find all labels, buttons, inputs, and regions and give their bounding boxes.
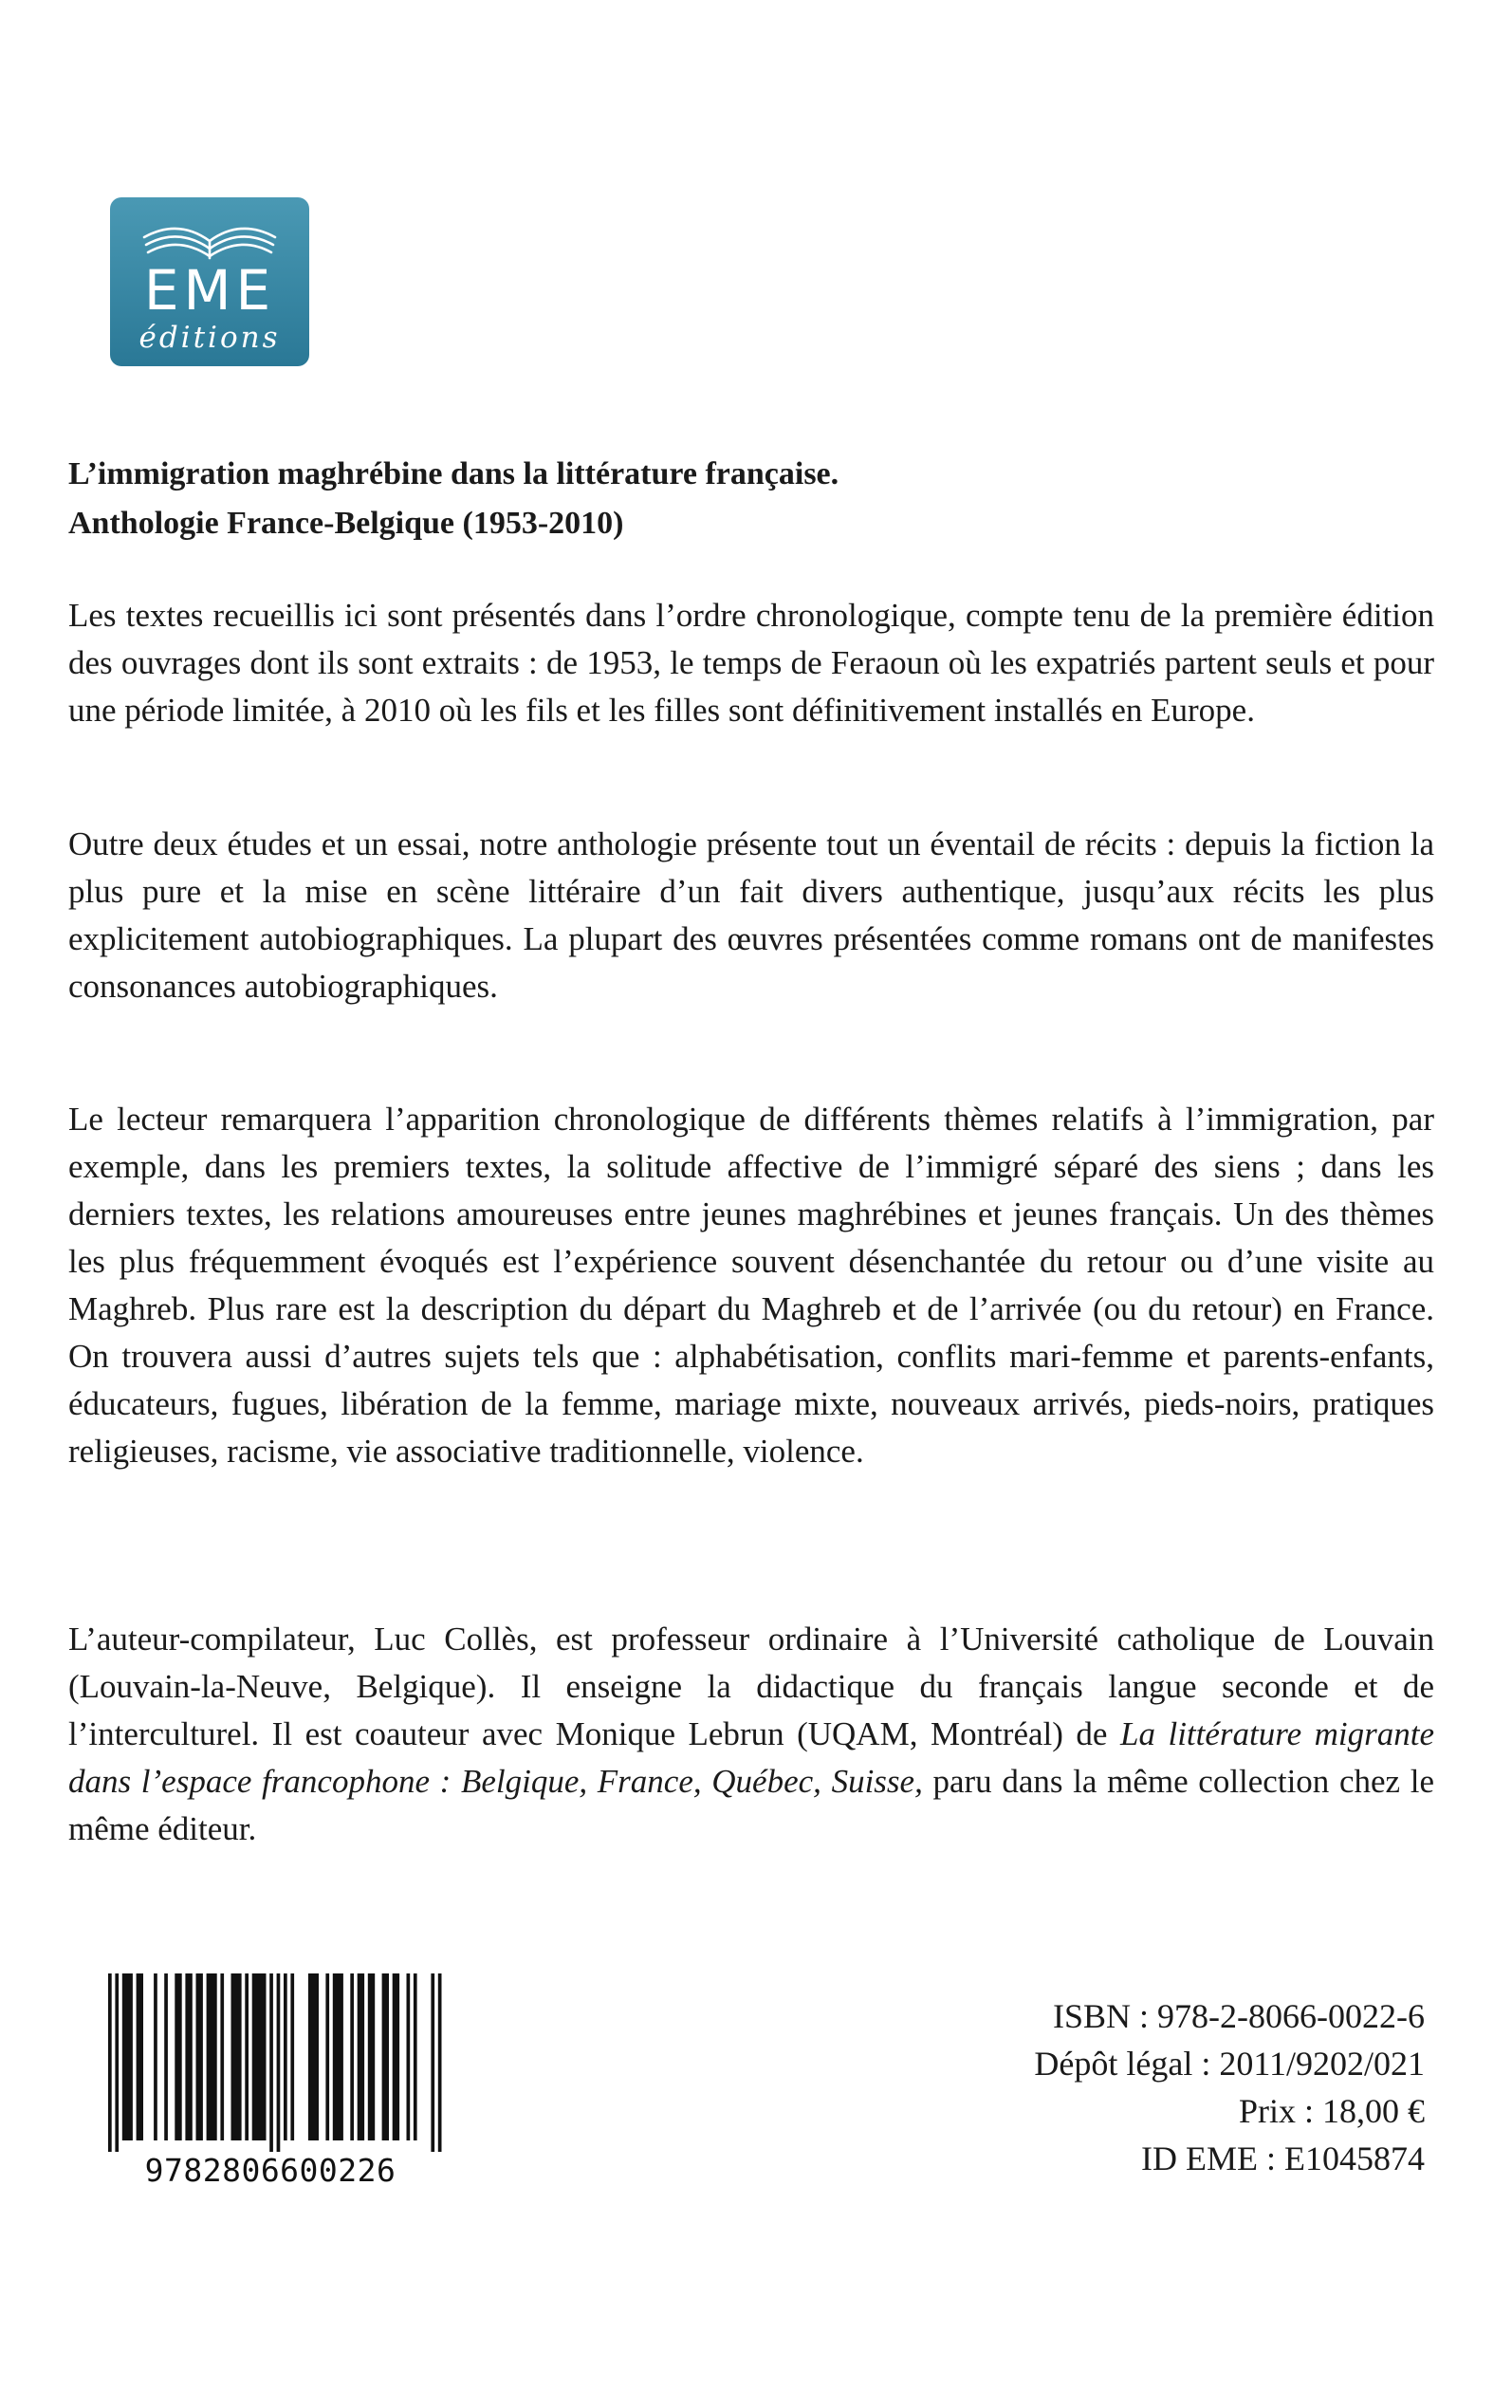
author-text-end: paru dans la même collection chez le même éditeur. — [68, 1763, 1434, 1847]
isbn-text: ISBN : 978-2-8066-0022-6 — [1053, 1997, 1425, 2035]
barcode-bar — [115, 1973, 119, 2152]
barcode-bar — [245, 1973, 249, 2140]
barcode-bar — [207, 1973, 217, 2140]
barcode-bar — [438, 1973, 442, 2152]
isbn-barcode — [85, 1973, 455, 2188]
barcode-bar — [414, 1973, 417, 2140]
book-title — [68, 450, 1434, 548]
barcode-bar — [407, 1973, 411, 2140]
barcode-bar — [284, 1973, 287, 2140]
barcode-bar — [368, 1973, 375, 2140]
barcode-bar — [108, 1973, 112, 2152]
summary-paragraph-2: Outre deux études et un essai, notre anthologie présente tout un éventail de récits : depuis la fiction la plus pure et la mise en scène littéraire d’un fait divers authentique, jusqu’aux récits les plus explicitement autobiographiques. La plupart des œuvres présentées comme romans ont de manifestes consonances autobiographiques. — [68, 825, 1434, 1005]
barcode-bar — [252, 1973, 267, 2140]
barcode-bar — [185, 1973, 192, 2140]
publisher-id-text: ID EME : E1045874 — [1141, 2139, 1425, 2177]
barcode-bar — [154, 1973, 157, 2140]
barcode-bar — [382, 1973, 389, 2140]
barcode-bar — [431, 1973, 434, 2152]
related-book-title: La littérature migrante dans l’espace francophone : Belgique, France, Québec, Suisse, — [68, 1715, 1434, 1800]
barcode-bar — [164, 1973, 168, 2140]
barcode-bar — [175, 1973, 181, 2140]
barcode-bar — [308, 1973, 319, 2140]
barcode-bar — [231, 1973, 242, 2140]
barcode-bar — [277, 1973, 281, 2152]
legal-deposit-text: Dépôt légal : 2011/9202/021 — [1034, 2045, 1425, 2083]
author-text-start: L’auteur-compilateur, Luc Collès, est professeur ordinaire à l’Université catholique de Louvain (Louvain-la-Neuve, Belgique). Il enseigne la didactique du français langue seconde et de l’interculturel. Il est coauteur avec Monique Lebrun (UQAM, Montréal) de — [68, 1621, 1434, 1752]
barcode-bars — [85, 1973, 455, 2154]
barcode-digits: 9782806600226 — [144, 2152, 396, 2189]
barcode-bar — [333, 1973, 343, 2140]
summary-paragraph-1: Les textes recueillis ici sont présentés dans l’ordre chronologique, compte tenu de la première édition des ouvrages dont ils sont extraits : de 1953, le temps de Feraoun où les expatriés partent seuls et pour une période limitée, à 2010 où les fils et les filles sont définitivement installés en Europe. — [68, 597, 1434, 729]
logo-name: EME — [143, 258, 276, 323]
barcode-bar — [393, 1973, 399, 2140]
summary-paragraph-3: Le lecteur remarquera l’apparition chronologique de différents thèmes relatifs à l’immigration, par exemple, dans les premiers textes, la solitude affective de l’immigré séparé des siens ; dans les derniers textes, les relations amoureuses entre jeunes maghrébines et jeunes français. Un des thèmes les plus fréquemment évoqués est l’expérience souvent désenchantée du retour ou d’une visite au Maghreb. Plus rare est la description du départ du Maghreb et de l’arrivée (ou du retour) en France. On trouvera aussi d’autres sujets tels que : alphabétisation, conflits mari-femme et parents-enfants, éducateurs, fugues, libération de la femme, mariage mixte, nouveaux arrivés, pieds-noirs, pratiques religieuses, racisme, vie associative traditionnelle, violence. — [68, 1101, 1434, 1470]
barcode-bar — [350, 1973, 354, 2140]
author-paragraph — [68, 1616, 1434, 1853]
book-title-line-2: Anthologie France-Belgique (1953-2010) — [68, 506, 624, 541]
barcode-bar — [137, 1973, 143, 2140]
price-text: Prix : 18,00 € — [1238, 2092, 1425, 2130]
logo-subtitle: éditions — [138, 321, 281, 355]
publication-info — [1034, 1992, 1425, 2182]
barcode-bar — [269, 1973, 273, 2152]
book-title-line-1: L’immigration maghrébine dans la littérature française. — [68, 456, 839, 491]
barcode-bar — [122, 1973, 133, 2140]
barcode-bar — [220, 1973, 224, 2140]
barcode-bar — [196, 1973, 203, 2140]
barcode-bar — [325, 1973, 329, 2140]
barcode-bar — [358, 1973, 364, 2140]
publisher-logo — [110, 197, 309, 366]
barcode-bar — [290, 1973, 294, 2140]
